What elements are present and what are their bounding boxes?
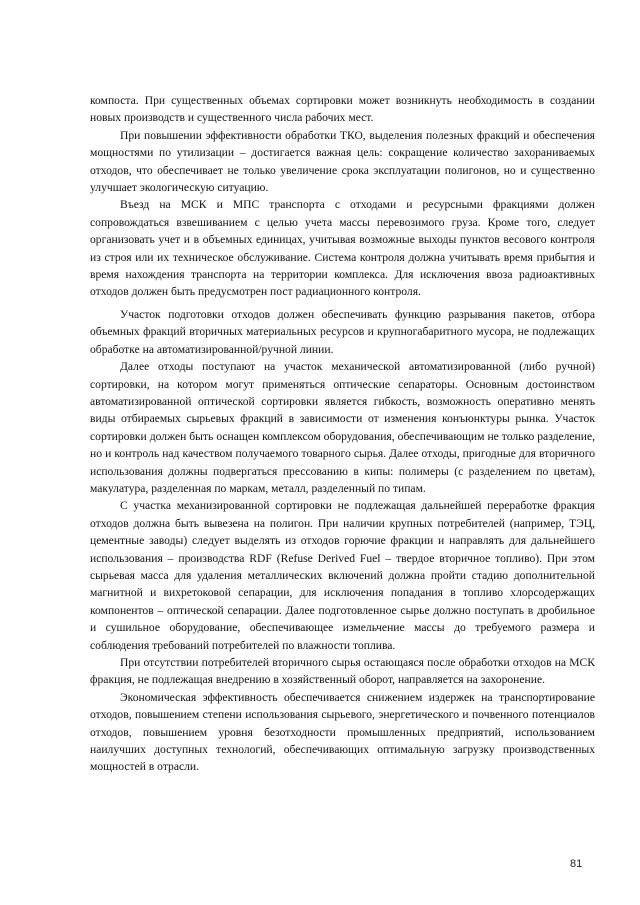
paragraph-4: Участок подготовки отходов должен обеспечивать функцию разрывания пакетов, отбора объемных фракций вторичных материальных ресурсов и крупногабаритного мусора, не подлежащих обработке на автоматизированной/ручной линии. [90, 307, 595, 356]
paragraph-3: Въезд на МСК и МПС транспорта с отходами и ресурсными фракциями должен сопровождаться взвешиванием с целью учета массы перевозимого груза. Кроме того, следует организовать учет и в объемных единицах, учитывая возможные выходы пунктов весового контроля из строя или их техническое обслуживание. Система контроля должна учитывать время прибытия и время нахождения транспорта на территории комплекса. Для исключения ввоза радиоактивных отходов должен быть предусмотрен пост радиационного контроля. [90, 198, 595, 299]
paragraph-7: При отсутствии потребителей вторичного сырья остающаяся после обработки отходов на МСК фракция, не подлежащая внедрению в хозяйственный оборот, направляется на захоронение. [90, 656, 595, 687]
page-text [90, 92, 595, 776]
paragraph-6: С участка механизированной сортировки не подлежащая дальнейшей переработке фракция отходов должна быть вывезена на полигон. При наличии крупных потребителей (например, ТЭЦ, цементные заводы) следует выделять из отходов горючие фракции и направлять для дальнейшего использования – производства RDF (Refuse Derived Fuel – твердое вторичное топливо). При этом сырьевая масса для удаления металлических включений должна пройти стадию дополнительной магнитной и вихретоковой сепарации, для исключения попадания в топливо хлорсодержащих компонентов – оптической сепарации. Далее подготовленное сырье должно поступать в дробильное и сушильное оборудование, обеспечивающее измельчение массы до требуемого размера и соблюдения требований потребителей по влажности топлива. [90, 499, 595, 652]
paragraph-1: компоста. При существенных объемах сортировки может возникнуть необходимость в создании новых производств и существенного числа рабочих мест. [90, 94, 595, 125]
paragraph-2: При повышении эффективности обработки ТКО, выделения полезных фракций и обеспечения мощностями по утилизации – достигается важная цель: сокращение количество захораниваемых отходов, что обеспечивает не только увеличение срока эксплуатации полигонов, но и существенно улучшает экологическую ситуацию. [90, 128, 595, 195]
page-number: 81 [570, 858, 583, 870]
paragraph-8: Экономическая эффективность обеспечивается снижением издержек на транспортирование отходов, повышением степени использования сырьевого, энергетического и почвенного потенциалов отходов, повышением уровня безотходности промышленных предприятий, использованием наилучших доступных технологий, обеспечивающих оптимальную загрузку производственных мощностей в отрасли. [90, 690, 595, 774]
paragraph-5: Далее отходы поступают на участок механической автоматизированной (либо ручной) сортировки, на котором могут применяться оптические сепараторы. Основным достоинством автоматизированной оптической сортировки является гибкость, возможность оперативно менять виды отбираемых сырьевых фракций в зависимости от изменения конъюнктуры рынка. Участок сортировки должен быть оснащен комплексом оборудования, обеспечивающим не только разделение, но и контроль над качеством получаемого товарного сырья. Далее отходы, пригодные для вторичного использования должны подвергаться прессованию в кипы: полимеры (с разделением по цветам), макулатура, разделенная по маркам, металл, разделенный по типам. [90, 360, 595, 495]
